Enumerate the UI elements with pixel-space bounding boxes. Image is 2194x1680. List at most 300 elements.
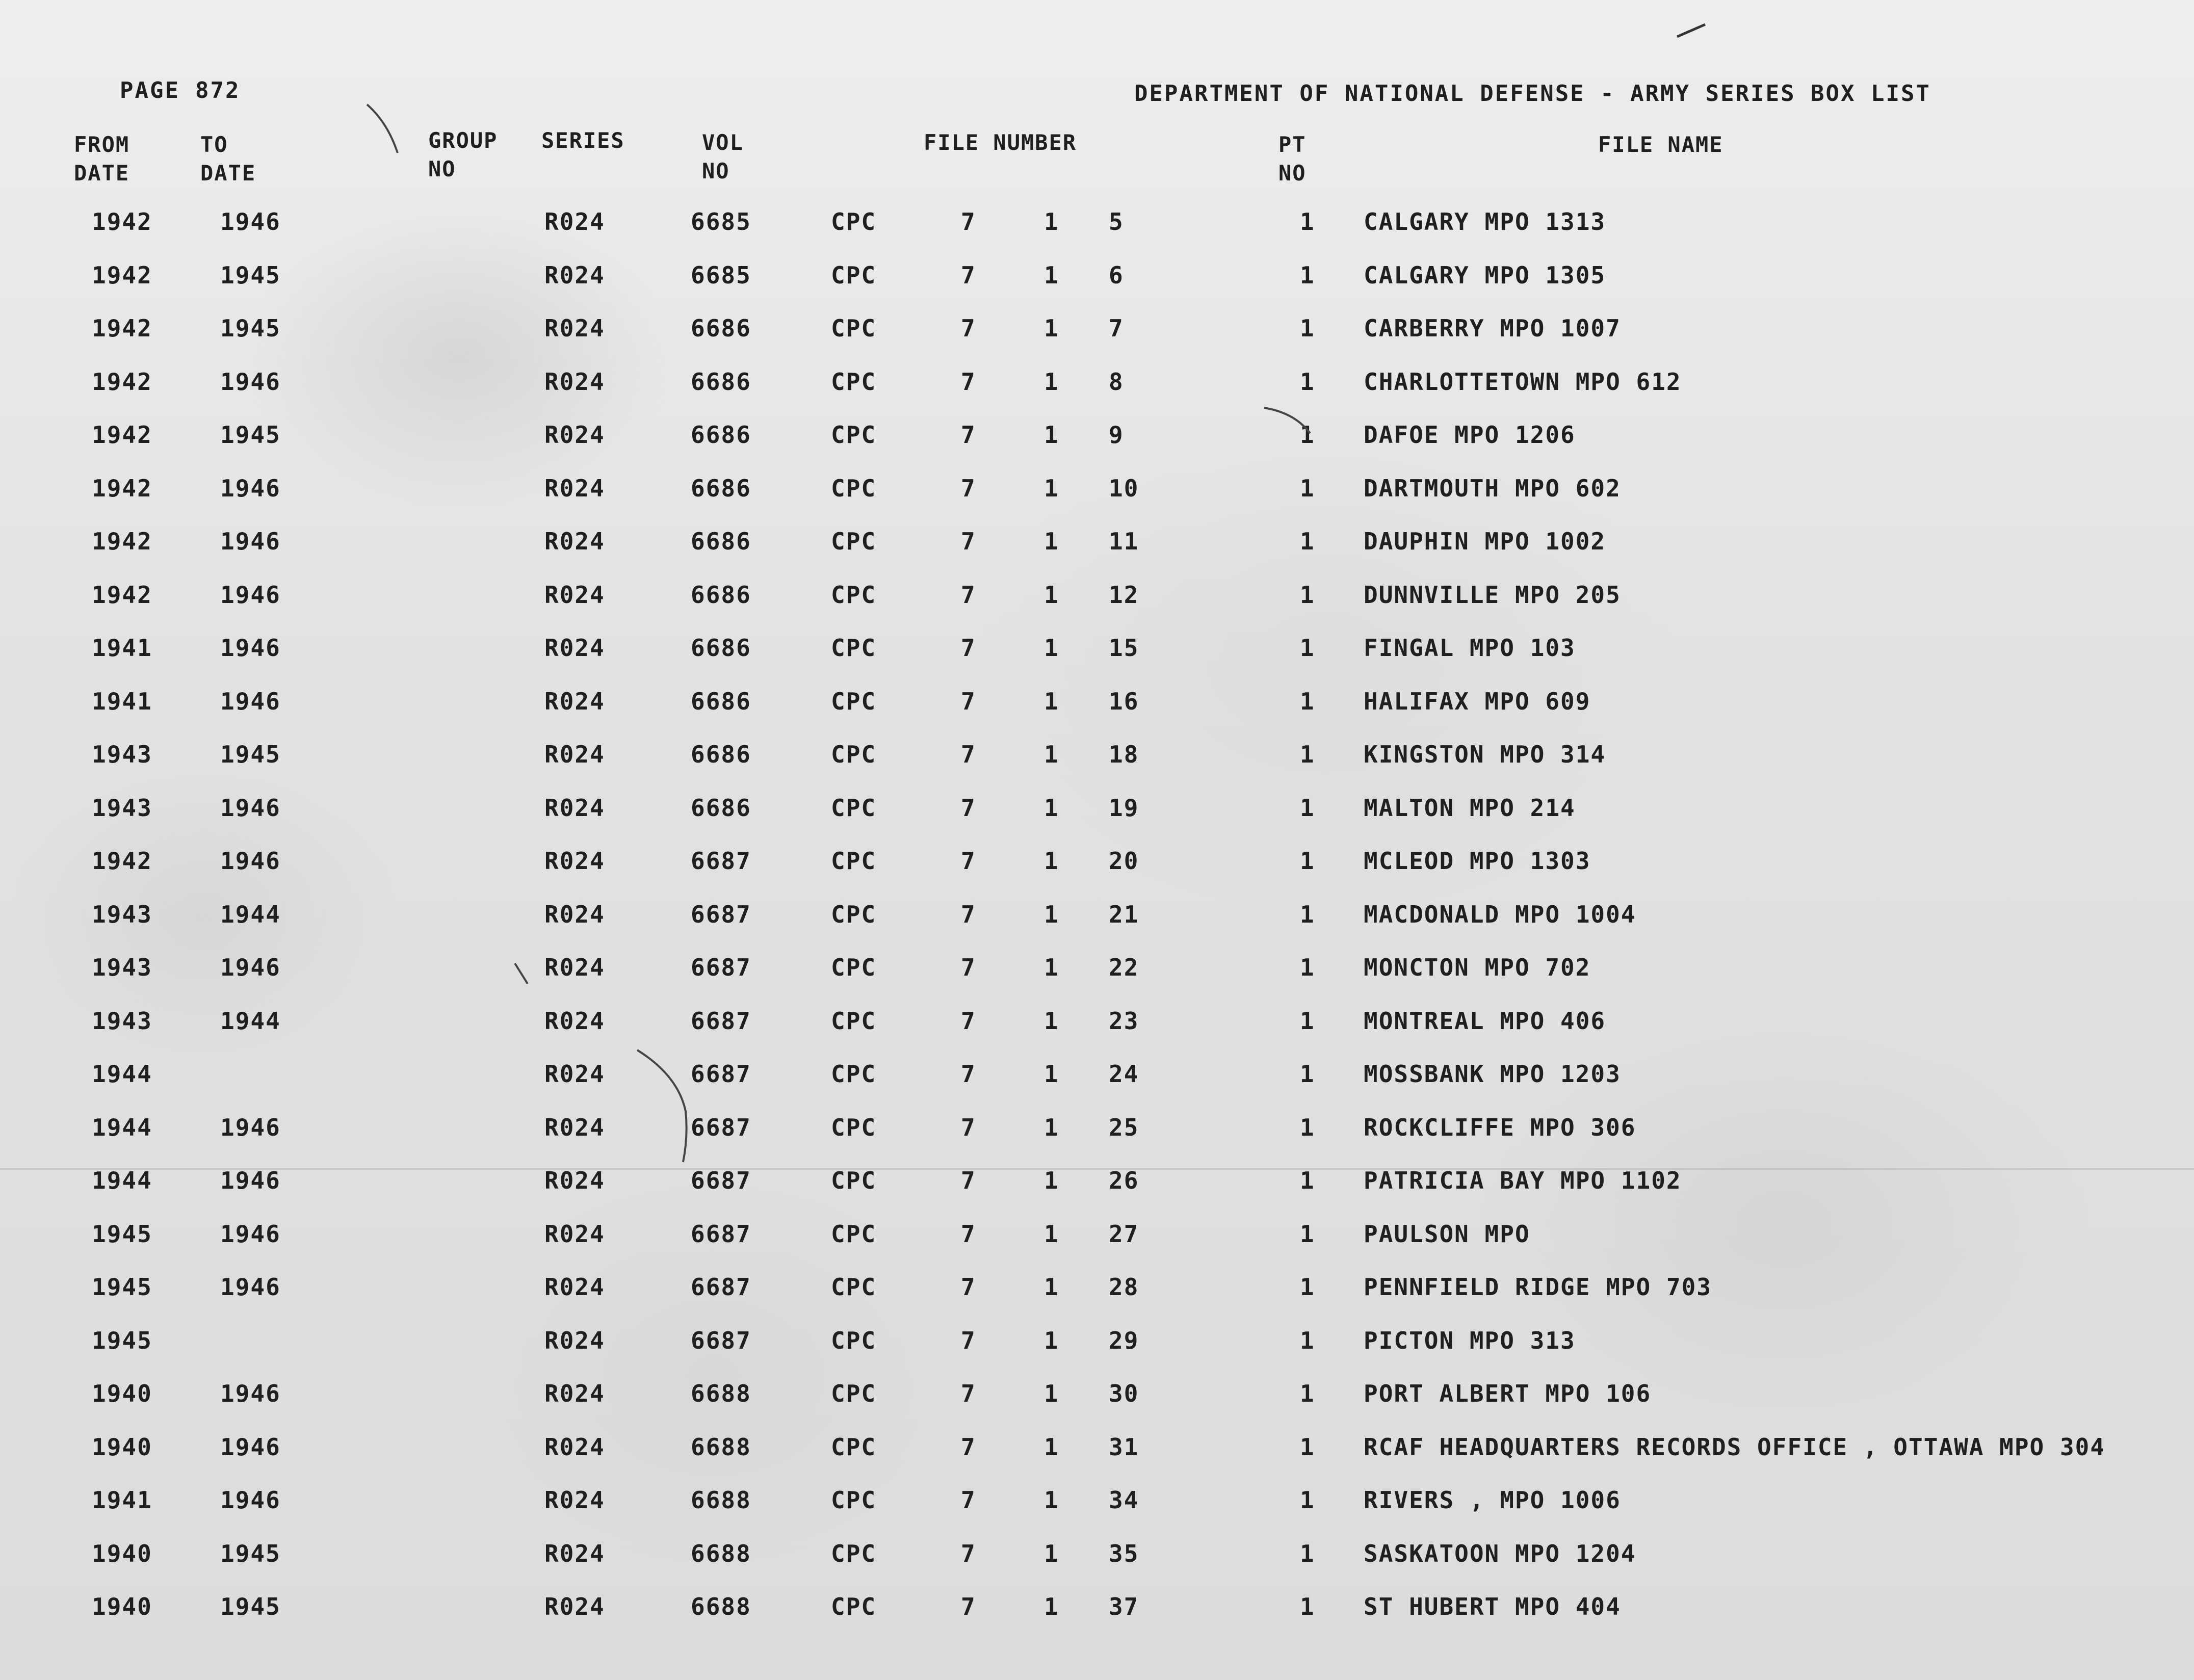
file-number-part1-cell: 7 xyxy=(961,1380,976,1407)
file-name-cell: DAUPHIN MPO 1002 xyxy=(1364,528,1606,555)
file-name-cell: DUNNVILLE MPO 205 xyxy=(1364,581,1621,609)
file-prefix-cell: CPC xyxy=(831,634,877,662)
table-row xyxy=(0,897,2194,950)
header-group-line2: NO xyxy=(428,156,456,181)
vol-no-cell: 6686 xyxy=(691,581,751,609)
file-prefix-cell: CPC xyxy=(831,1593,877,1620)
file-prefix-cell: CPC xyxy=(831,1220,877,1248)
file-number-part1-cell: 7 xyxy=(961,261,976,289)
from-date-cell: 1940 xyxy=(92,1380,152,1407)
file-number-part2-cell: 1 xyxy=(1044,634,1059,662)
pt-no-cell: 1 xyxy=(1300,474,1315,502)
from-date-cell: 1944 xyxy=(92,1167,152,1194)
table-row xyxy=(0,1482,2194,1536)
file-number-part1-cell: 7 xyxy=(961,1007,976,1035)
series-cell: R024 xyxy=(544,954,605,981)
to-date-cell: 1946 xyxy=(220,1113,281,1141)
to-date-cell: 1946 xyxy=(220,1433,281,1461)
to-date-cell: 1945 xyxy=(220,1539,281,1567)
file-name-cell: KINGSTON MPO 314 xyxy=(1364,741,1606,768)
from-date-cell: 1942 xyxy=(92,474,152,502)
file-name-cell: ST HUBERT MPO 404 xyxy=(1364,1593,1621,1620)
pt-no-cell: 1 xyxy=(1300,1326,1315,1354)
file-number-part3-cell: 26 xyxy=(1109,1167,1139,1194)
file-prefix-cell: CPC xyxy=(831,1007,877,1035)
vol-no-cell: 6686 xyxy=(691,794,751,822)
file-prefix-cell: CPC xyxy=(831,368,877,396)
file-number-part2-cell: 1 xyxy=(1044,1593,1059,1620)
series-cell: R024 xyxy=(544,1433,605,1461)
file-name-cell: CALGARY MPO 1305 xyxy=(1364,261,1606,289)
series-cell: R024 xyxy=(544,1273,605,1301)
header-to-line1: TO xyxy=(200,132,228,157)
series-cell: R024 xyxy=(544,1539,605,1567)
from-date-cell: 1941 xyxy=(92,634,152,662)
file-number-part1-cell: 7 xyxy=(961,368,976,396)
file-number-part1-cell: 7 xyxy=(961,954,976,981)
pt-no-cell: 1 xyxy=(1300,581,1315,609)
from-date-cell: 1942 xyxy=(92,528,152,555)
pt-no-cell: 1 xyxy=(1300,1273,1315,1301)
to-date-cell: 1946 xyxy=(220,634,281,662)
vol-no-cell: 6687 xyxy=(691,954,751,981)
to-date-cell: 1946 xyxy=(220,368,281,396)
to-date-cell: 1945 xyxy=(220,1593,281,1620)
file-prefix-cell: CPC xyxy=(831,1433,877,1461)
pt-no-cell: 1 xyxy=(1300,1539,1315,1567)
to-date-cell: 1945 xyxy=(220,421,281,449)
pt-no-cell: 1 xyxy=(1300,314,1315,342)
from-date-cell: 1944 xyxy=(92,1060,152,1088)
page-number xyxy=(120,77,255,103)
vol-no-cell: 6686 xyxy=(691,314,751,342)
file-number-part1-cell: 7 xyxy=(961,687,976,715)
series-cell: R024 xyxy=(544,474,605,502)
to-date-cell: 1946 xyxy=(220,847,281,875)
table-row xyxy=(0,1536,2194,1589)
series-cell: R024 xyxy=(544,794,605,822)
file-number-part1-cell: 7 xyxy=(961,1593,976,1620)
file-name-cell: CHARLOTTETOWN MPO 612 xyxy=(1364,368,1682,396)
to-date-cell: 1946 xyxy=(220,208,281,235)
file-number-part3-cell: 10 xyxy=(1109,474,1139,502)
file-number-part3-cell: 24 xyxy=(1109,1060,1139,1088)
table-row xyxy=(0,790,2194,844)
to-date-cell: 1946 xyxy=(220,1220,281,1248)
file-number-part1-cell: 7 xyxy=(961,1060,976,1088)
vol-no-cell: 6687 xyxy=(691,1220,751,1248)
to-date-cell: 1946 xyxy=(220,1380,281,1407)
file-number-part3-cell: 25 xyxy=(1109,1113,1139,1141)
header-pt-no xyxy=(1278,130,1307,188)
file-number-part2-cell: 1 xyxy=(1044,794,1059,822)
file-number-part3-cell: 12 xyxy=(1109,581,1139,609)
file-number-part3-cell: 27 xyxy=(1109,1220,1139,1248)
table-row xyxy=(0,417,2194,470)
table-row xyxy=(0,470,2194,524)
file-number-part3-cell: 19 xyxy=(1109,794,1139,822)
file-name-cell: MONCTON MPO 702 xyxy=(1364,954,1591,981)
file-prefix-cell: CPC xyxy=(831,528,877,555)
file-name-cell: MOSSBANK MPO 1203 xyxy=(1364,1060,1621,1088)
header-vol-line2: NO xyxy=(702,159,730,183)
file-name-cell: PATRICIA BAY MPO 1102 xyxy=(1364,1167,1682,1194)
file-prefix-cell: CPC xyxy=(831,1486,877,1514)
table-row xyxy=(0,364,2194,417)
file-number-part2-cell: 1 xyxy=(1044,1486,1059,1514)
from-date-cell: 1943 xyxy=(92,1007,152,1035)
series-cell: R024 xyxy=(544,1486,605,1514)
file-prefix-cell: CPC xyxy=(831,314,877,342)
pt-no-cell: 1 xyxy=(1300,1113,1315,1141)
file-prefix-cell: CPC xyxy=(831,847,877,875)
file-number-part3-cell: 16 xyxy=(1109,687,1139,715)
file-number-part1-cell: 7 xyxy=(961,1220,976,1248)
pt-no-cell: 1 xyxy=(1300,1060,1315,1088)
to-date-cell: 1946 xyxy=(220,687,281,715)
box-list-table xyxy=(0,204,2194,1642)
file-number-part2-cell: 1 xyxy=(1044,1380,1059,1407)
file-name-cell: CARBERRY MPO 1007 xyxy=(1364,314,1621,342)
series-cell: R024 xyxy=(544,314,605,342)
pt-no-cell: 1 xyxy=(1300,847,1315,875)
file-number-part3-cell: 34 xyxy=(1109,1486,1139,1514)
pt-no-cell: 1 xyxy=(1300,1433,1315,1461)
vol-no-cell: 6685 xyxy=(691,261,751,289)
pt-no-cell: 1 xyxy=(1300,900,1315,928)
file-prefix-cell: CPC xyxy=(831,1167,877,1194)
file-prefix-cell: CPC xyxy=(831,900,877,928)
file-prefix-cell: CPC xyxy=(831,1326,877,1354)
vol-no-cell: 6686 xyxy=(691,528,751,555)
series-cell: R024 xyxy=(544,368,605,396)
file-number-part2-cell: 1 xyxy=(1044,368,1059,396)
file-name-cell: PENNFIELD RIDGE MPO 703 xyxy=(1364,1273,1712,1301)
table-row xyxy=(0,1056,2194,1110)
pt-no-cell: 1 xyxy=(1300,421,1315,449)
file-number-part3-cell: 7 xyxy=(1109,314,1124,342)
to-date-cell: 1946 xyxy=(220,794,281,822)
pen-mark xyxy=(367,104,398,153)
to-date-cell: 1946 xyxy=(220,1167,281,1194)
to-date-cell: 1944 xyxy=(220,900,281,928)
from-date-cell: 1945 xyxy=(92,1326,152,1354)
file-number-part3-cell: 8 xyxy=(1109,368,1124,396)
file-number-part3-cell: 11 xyxy=(1109,528,1139,555)
to-date-cell: 1946 xyxy=(220,1486,281,1514)
from-date-cell: 1942 xyxy=(92,847,152,875)
table-row xyxy=(0,950,2194,1003)
table-row xyxy=(0,1323,2194,1376)
file-number-part2-cell: 1 xyxy=(1044,1539,1059,1567)
file-prefix-cell: CPC xyxy=(831,581,877,609)
file-number-part2-cell: 1 xyxy=(1044,208,1059,235)
vol-no-cell: 6685 xyxy=(691,208,751,235)
table-row xyxy=(0,204,2194,257)
table-row xyxy=(0,684,2194,737)
pt-no-cell: 1 xyxy=(1300,687,1315,715)
file-number-part3-cell: 29 xyxy=(1109,1326,1139,1354)
vol-no-cell: 6687 xyxy=(691,1060,751,1088)
series-cell: R024 xyxy=(544,1326,605,1354)
header-series xyxy=(541,126,625,155)
vol-no-cell: 6688 xyxy=(691,1433,751,1461)
vol-no-cell: 6687 xyxy=(691,1273,751,1301)
to-date-cell: 1945 xyxy=(220,261,281,289)
pt-no-cell: 1 xyxy=(1300,1486,1315,1514)
header-from-line1: FROM xyxy=(74,132,130,157)
file-number-part2-cell: 1 xyxy=(1044,900,1059,928)
file-prefix-cell: CPC xyxy=(831,474,877,502)
to-date-cell: 1946 xyxy=(220,1273,281,1301)
table-row xyxy=(0,1376,2194,1429)
file-number-part2-cell: 1 xyxy=(1044,1060,1059,1088)
file-prefix-cell: CPC xyxy=(831,954,877,981)
header-file-name xyxy=(1598,130,1723,159)
from-date-cell: 1942 xyxy=(92,314,152,342)
header-series-label: SERIES xyxy=(541,128,625,153)
header-vol-line1: VOL xyxy=(702,130,744,155)
file-number-part1-cell: 7 xyxy=(961,314,976,342)
header-group-line1: GROUP xyxy=(428,128,498,153)
file-number-part2-cell: 1 xyxy=(1044,421,1059,449)
file-prefix-cell: CPC xyxy=(831,1273,877,1301)
pt-no-cell: 1 xyxy=(1300,634,1315,662)
file-number-part1-cell: 7 xyxy=(961,1167,976,1194)
series-cell: R024 xyxy=(544,1220,605,1248)
file-number-part1-cell: 7 xyxy=(961,208,976,235)
file-name-cell: HALIFAX MPO 609 xyxy=(1364,687,1591,715)
file-number-part2-cell: 1 xyxy=(1044,528,1059,555)
from-date-cell: 1942 xyxy=(92,208,152,235)
file-number-part1-cell: 7 xyxy=(961,1326,976,1354)
file-number-part3-cell: 18 xyxy=(1109,741,1139,768)
table-row xyxy=(0,310,2194,364)
vol-no-cell: 6687 xyxy=(691,847,751,875)
table-row xyxy=(0,1429,2194,1483)
vol-no-cell: 6686 xyxy=(691,741,751,768)
file-number-part2-cell: 1 xyxy=(1044,261,1059,289)
file-number-part1-cell: 7 xyxy=(961,1433,976,1461)
file-number-part1-cell: 7 xyxy=(961,1113,976,1141)
file-name-cell: RIVERS , MPO 1006 xyxy=(1364,1486,1621,1514)
from-date-cell: 1940 xyxy=(92,1433,152,1461)
from-date-cell: 1942 xyxy=(92,581,152,609)
file-name-cell: PAULSON MPO xyxy=(1364,1220,1530,1248)
file-name-cell: DARTMOUTH MPO 602 xyxy=(1364,474,1621,502)
file-name-cell: PORT ALBERT MPO 106 xyxy=(1364,1380,1652,1407)
table-row xyxy=(0,577,2194,631)
series-cell: R024 xyxy=(544,528,605,555)
series-cell: R024 xyxy=(544,1007,605,1035)
file-number-part1-cell: 7 xyxy=(961,634,976,662)
header-file-number xyxy=(924,128,1077,157)
file-name-cell: SASKATOON MPO 1204 xyxy=(1364,1539,1636,1567)
series-cell: R024 xyxy=(544,1167,605,1194)
series-cell: R024 xyxy=(544,261,605,289)
to-date-cell: 1946 xyxy=(220,954,281,981)
file-prefix-cell: CPC xyxy=(831,687,877,715)
series-cell: R024 xyxy=(544,1060,605,1088)
from-date-cell: 1942 xyxy=(92,261,152,289)
from-date-cell: 1941 xyxy=(92,1486,152,1514)
table-row xyxy=(0,1003,2194,1057)
vol-no-cell: 6687 xyxy=(691,1326,751,1354)
header-from-date xyxy=(74,130,129,188)
file-number-part3-cell: 35 xyxy=(1109,1539,1139,1567)
file-number-part3-cell: 23 xyxy=(1109,1007,1139,1035)
file-number-part1-cell: 7 xyxy=(961,741,976,768)
series-cell: R024 xyxy=(544,900,605,928)
file-number-part2-cell: 1 xyxy=(1044,847,1059,875)
file-number-part3-cell: 31 xyxy=(1109,1433,1139,1461)
file-prefix-cell: CPC xyxy=(831,261,877,289)
file-number-part3-cell: 15 xyxy=(1109,634,1139,662)
file-name-cell: PICTON MPO 313 xyxy=(1364,1326,1576,1354)
vol-no-cell: 6686 xyxy=(691,421,751,449)
file-name-cell: DAFOE MPO 1206 xyxy=(1364,421,1576,449)
header-file-name-label: FILE NAME xyxy=(1598,132,1723,157)
file-number-part1-cell: 7 xyxy=(961,528,976,555)
header-pt-line2: NO xyxy=(1278,161,1307,186)
file-number-part3-cell: 20 xyxy=(1109,847,1139,875)
series-cell: R024 xyxy=(544,581,605,609)
pt-no-cell: 1 xyxy=(1300,954,1315,981)
file-number-part2-cell: 1 xyxy=(1044,581,1059,609)
file-prefix-cell: CPC xyxy=(831,1113,877,1141)
document-title: DEPARTMENT OF NATIONAL DEFENSE - ARMY SERIES BOX LIST xyxy=(1134,81,1931,107)
series-cell: R024 xyxy=(544,1380,605,1407)
pt-no-cell: 1 xyxy=(1300,1380,1315,1407)
to-date-cell: 1946 xyxy=(220,581,281,609)
pt-no-cell: 1 xyxy=(1300,208,1315,235)
header-to-line2: DATE xyxy=(200,161,256,186)
from-date-cell: 1943 xyxy=(92,900,152,928)
to-date-cell: 1946 xyxy=(220,528,281,555)
series-cell: R024 xyxy=(544,421,605,449)
from-date-cell: 1943 xyxy=(92,794,152,822)
vol-no-cell: 6688 xyxy=(691,1486,751,1514)
from-date-cell: 1940 xyxy=(92,1593,152,1620)
file-number-part2-cell: 1 xyxy=(1044,687,1059,715)
file-name-cell: MACDONALD MPO 1004 xyxy=(1364,900,1636,928)
file-name-cell: MONTREAL MPO 406 xyxy=(1364,1007,1606,1035)
from-date-cell: 1943 xyxy=(92,954,152,981)
table-row xyxy=(0,257,2194,311)
to-date-cell: 1944 xyxy=(220,1007,281,1035)
table-row xyxy=(0,523,2194,577)
from-date-cell: 1945 xyxy=(92,1220,152,1248)
vol-no-cell: 6686 xyxy=(691,368,751,396)
series-cell: R024 xyxy=(544,208,605,235)
table-row xyxy=(0,630,2194,684)
vol-no-cell: 6686 xyxy=(691,687,751,715)
vol-no-cell: 6688 xyxy=(691,1593,751,1620)
vol-no-cell: 6688 xyxy=(691,1380,751,1407)
file-number-part1-cell: 7 xyxy=(961,794,976,822)
header-vol-no xyxy=(702,128,744,186)
file-number-part2-cell: 1 xyxy=(1044,474,1059,502)
pt-no-cell: 1 xyxy=(1300,528,1315,555)
header-from-line2: DATE xyxy=(74,161,130,186)
pt-no-cell: 1 xyxy=(1300,368,1315,396)
file-number-part3-cell: 9 xyxy=(1109,421,1124,449)
from-date-cell: 1941 xyxy=(92,687,152,715)
file-prefix-cell: CPC xyxy=(831,1539,877,1567)
file-name-cell: CALGARY MPO 1313 xyxy=(1364,208,1606,235)
file-name-cell: FINGAL MPO 103 xyxy=(1364,634,1576,662)
file-number-part2-cell: 1 xyxy=(1044,1113,1059,1141)
pt-no-cell: 1 xyxy=(1300,1167,1315,1194)
table-row xyxy=(0,737,2194,790)
pt-no-cell: 1 xyxy=(1300,1220,1315,1248)
file-number-part3-cell: 37 xyxy=(1109,1593,1139,1620)
file-number-part2-cell: 1 xyxy=(1044,314,1059,342)
vol-no-cell: 6687 xyxy=(691,1113,751,1141)
file-prefix-cell: CPC xyxy=(831,421,877,449)
from-date-cell: 1945 xyxy=(92,1273,152,1301)
series-cell: R024 xyxy=(544,1593,605,1620)
page-number-value: 872 xyxy=(195,77,241,103)
file-number-part2-cell: 1 xyxy=(1044,954,1059,981)
table-row xyxy=(0,1269,2194,1323)
file-number-part2-cell: 1 xyxy=(1044,1326,1059,1354)
header-to-date xyxy=(200,130,256,188)
file-number-part1-cell: 7 xyxy=(961,581,976,609)
file-number-part2-cell: 1 xyxy=(1044,1007,1059,1035)
table-row xyxy=(0,1216,2194,1270)
pt-no-cell: 1 xyxy=(1300,1593,1315,1620)
to-date-cell: 1946 xyxy=(220,474,281,502)
pt-no-cell: 1 xyxy=(1300,794,1315,822)
table-row xyxy=(0,843,2194,897)
file-number-part2-cell: 1 xyxy=(1044,1220,1059,1248)
file-number-part3-cell: 5 xyxy=(1109,208,1124,235)
from-date-cell: 1944 xyxy=(92,1113,152,1141)
from-date-cell: 1942 xyxy=(92,421,152,449)
file-prefix-cell: CPC xyxy=(831,794,877,822)
file-name-cell: MALTON MPO 214 xyxy=(1364,794,1576,822)
file-number-part1-cell: 7 xyxy=(961,1486,976,1514)
file-number-part1-cell: 7 xyxy=(961,1273,976,1301)
file-number-part1-cell: 7 xyxy=(961,900,976,928)
series-cell: R024 xyxy=(544,741,605,768)
vol-no-cell: 6688 xyxy=(691,1539,751,1567)
table-row xyxy=(0,1163,2194,1216)
file-number-part2-cell: 1 xyxy=(1044,1167,1059,1194)
pt-no-cell: 1 xyxy=(1300,741,1315,768)
file-number-part3-cell: 6 xyxy=(1109,261,1124,289)
file-number-part2-cell: 1 xyxy=(1044,1273,1059,1301)
series-cell: R024 xyxy=(544,687,605,715)
table-row xyxy=(0,1589,2194,1642)
header-pt-line1: PT xyxy=(1278,132,1307,157)
file-number-part2-cell: 1 xyxy=(1044,1433,1059,1461)
to-date-cell: 1945 xyxy=(220,314,281,342)
series-cell: R024 xyxy=(544,634,605,662)
file-number-part1-cell: 7 xyxy=(961,474,976,502)
file-name-cell: ROCKCLIFFE MPO 306 xyxy=(1364,1113,1636,1141)
to-date-cell: 1945 xyxy=(220,741,281,768)
series-cell: R024 xyxy=(544,1113,605,1141)
file-number-part1-cell: 7 xyxy=(961,421,976,449)
from-date-cell: 1943 xyxy=(92,741,152,768)
header-group-no xyxy=(428,126,498,183)
from-date-cell: 1940 xyxy=(92,1539,152,1567)
file-number-part1-cell: 7 xyxy=(961,847,976,875)
series-cell: R024 xyxy=(544,847,605,875)
file-name-cell: RCAF HEADQUARTERS RECORDS OFFICE , OTTAWA MPO 304 xyxy=(1364,1433,2106,1461)
